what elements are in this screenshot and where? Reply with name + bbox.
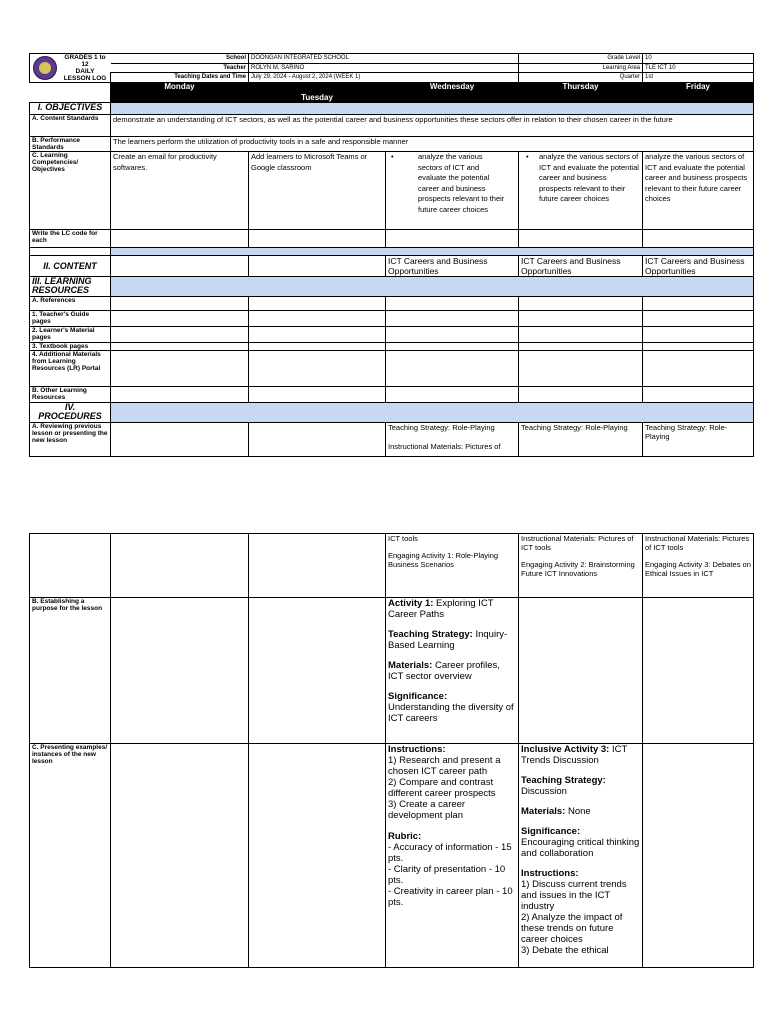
thu-significance-heading: Significance: <box>521 826 581 837</box>
lc-code-label: Write the LC code for each <box>30 230 111 248</box>
thu-strategy-heading: Teaching Strategy: <box>521 775 606 786</box>
content-friday: ICT Careers and Business Opportunities <box>643 256 754 277</box>
procedures-title: IV. PROCEDURES <box>30 403 111 423</box>
thu-instructions-heading: Instructions: <box>521 868 579 879</box>
thu-materials-text: None <box>565 806 591 817</box>
rubric-heading: Rubric: <box>388 831 422 842</box>
thu-significance-text: Encouraging critical thinking and collaboration <box>521 837 640 859</box>
inclusive-activity-heading: Inclusive Activity 3: <box>521 744 610 755</box>
thu-instruction-1: 1) Discuss current trends and issues in the ICT industry <box>521 879 627 912</box>
additional-materials-label: 4. Additional Materials from Learning Resources (LR) Portal <box>30 351 111 387</box>
wed-engaging-activity: Engaging Activity 1: Role-Playing Business Scenarios <box>388 551 499 569</box>
content-wednesday: ICT Careers and Business Opportunities <box>386 256 519 277</box>
learning-area-value: TLE ICT 10 <box>643 63 754 73</box>
quarter-value: 1st <box>643 73 754 83</box>
teacher-label: Teacher <box>111 63 249 73</box>
thu-materials-heading: Materials: <box>521 806 566 817</box>
establishing-purpose-label: B. Establishing a purpose for the lesson <box>30 598 111 744</box>
fri-engaging-activity: Engaging Activity 3: Debates on Ethical Issues in ICT <box>645 560 751 578</box>
strategy-text: Inquiry-Based Learning <box>388 629 508 651</box>
performance-standards-label: B. Performance Standards <box>30 137 111 152</box>
competency-monday: Create an email for productivity softwares. <box>111 152 249 230</box>
competencies-label: C. Learning Competencies/ Objectives <box>30 152 111 230</box>
learning-area-label: Learning Area <box>519 63 643 73</box>
review-wednesday-strategy: Teaching Strategy: Role-Playing <box>388 423 495 432</box>
inclusive-activity-text: ICT Trends Discussion <box>521 744 628 766</box>
instruction-3: 3) Create a career development plan <box>388 799 466 821</box>
grades-label: GRADES 1 to 12 <box>64 54 106 68</box>
school-value: DOONGAN INTEGRATED SCHOOL <box>249 54 519 64</box>
significance-heading: Significance: <box>388 691 448 702</box>
materials-heading: Materials: <box>388 660 433 671</box>
strategy-heading: Teaching Strategy: <box>388 629 473 640</box>
references-label: A. References <box>30 297 111 311</box>
review-thursday-strategy: Teaching Strategy: Role-Playing <box>519 423 643 457</box>
day-thursday: Thursday <box>519 83 643 103</box>
materials-text: Career profiles, ICT sector overview <box>388 660 500 682</box>
day-wednesday: Wednesday <box>386 83 519 103</box>
thu-cont-materials: Instructional Materials: Pictures of ICT tools <box>521 534 634 552</box>
textbook-label: 3. Textbook pages <box>30 343 111 351</box>
fri-cont-materials: Instructional Materials: Pictures of ICT tools <box>645 534 750 552</box>
content-standards-label: A. Content Standards <box>30 115 111 137</box>
learners-material-label: 2. Learner's Material pages <box>30 327 111 343</box>
review-friday-strategy: Teaching Strategy: Role-Playing <box>643 423 754 457</box>
competency-friday: analyze the various sectors of ICT and evaluate the potential career and business prospects relevant to their future career choices <box>643 152 754 230</box>
school-label: School <box>111 54 249 64</box>
presenting-examples-label: C. Presenting examples/ instances of the new lesson <box>30 744 111 968</box>
wed-cont-materials: ICT tools <box>388 534 418 543</box>
other-resources-label: B. Other Learning Resources <box>30 387 111 403</box>
activity1-heading: Activity 1: <box>388 598 434 609</box>
lesson-log-table-page1 <box>29 53 754 457</box>
reviewing-lesson-label: A. Reviewing previous lesson or presenting the new lesson <box>30 423 111 457</box>
rubric-1: - Accuracy of information - 15 pts. <box>388 842 512 864</box>
competency-wednesday: • analyze the various sectors of ICT and evaluate the potential career and business prospects relevant to their future career choices <box>386 152 516 215</box>
review-wednesday-materials: Instructional Materials: Pictures of <box>388 442 501 451</box>
thu-instruction-2: 2) Analyze the impact of these trends on future career choices <box>521 912 623 945</box>
lesson-log-table-page2 <box>29 533 754 968</box>
rubric-3: - Creativity in career plan - 10 pts. <box>388 886 513 908</box>
instructions-heading: Instructions: <box>388 744 446 755</box>
grade-level-label: Grade Level <box>519 54 643 64</box>
thu-strategy-text: Discussion <box>521 786 567 797</box>
dll-label: DAILY LESSON LOG <box>63 68 107 82</box>
grade-level-value: 10 <box>643 54 754 64</box>
activity1-text: Exploring ICT Career Paths <box>388 598 494 620</box>
resources-title: III. LEARNING RESOURCES <box>30 277 111 297</box>
instruction-1: 1) Research and present a chosen ICT career path <box>388 755 501 777</box>
header-title-cell <box>30 54 111 83</box>
day-monday: Monday <box>111 83 249 103</box>
competency-thursday: • analyze the various sectors of ICT and evaluate the potential career and business prospects relevant to their future career choices <box>521 152 640 205</box>
content-thursday: ICT Careers and Business Opportunities <box>519 256 643 277</box>
quarter-label: Quarter <box>519 73 643 83</box>
instruction-2: 2) Compare and contrast different career prospects <box>388 777 496 799</box>
day-friday: Friday <box>643 83 754 103</box>
dates-label: Teaching Dates and Time <box>111 73 249 83</box>
thu-engaging-activity: Engaging Activity 2: Brainstorming Future ICT Innovations <box>521 560 635 578</box>
competency-tuesday: Add learners to Microsoft Teams or Google classroom <box>249 152 386 230</box>
content-title: II. CONTENT <box>30 256 111 277</box>
teachers-guide-label: 1. Teacher's Guide pages <box>30 311 111 327</box>
thu-instruction-3: 3) Debate the ethical <box>521 945 609 956</box>
rubric-2: - Clarity of presentation - 10 pts. <box>388 864 506 886</box>
teacher-value: ROLYN M. SARINO <box>249 63 519 73</box>
performance-standards-text: The learners perform the utilization of productivity tools in a safe and responsible manner <box>111 137 754 152</box>
objectives-title: I. OBJECTIVES <box>30 103 111 115</box>
content-standards-text: demonstrate an understanding of ICT sectors, as well as the potential career and business opportunities these sectors offer in relation to their chosen career in the future <box>111 115 754 137</box>
significance-text: Understanding the diversity of ICT careers <box>388 702 514 724</box>
day-tuesday: Tuesday <box>249 83 386 103</box>
dates-value: July 29, 2024 - August 2, 2024 (WEEK 1) <box>249 73 519 83</box>
